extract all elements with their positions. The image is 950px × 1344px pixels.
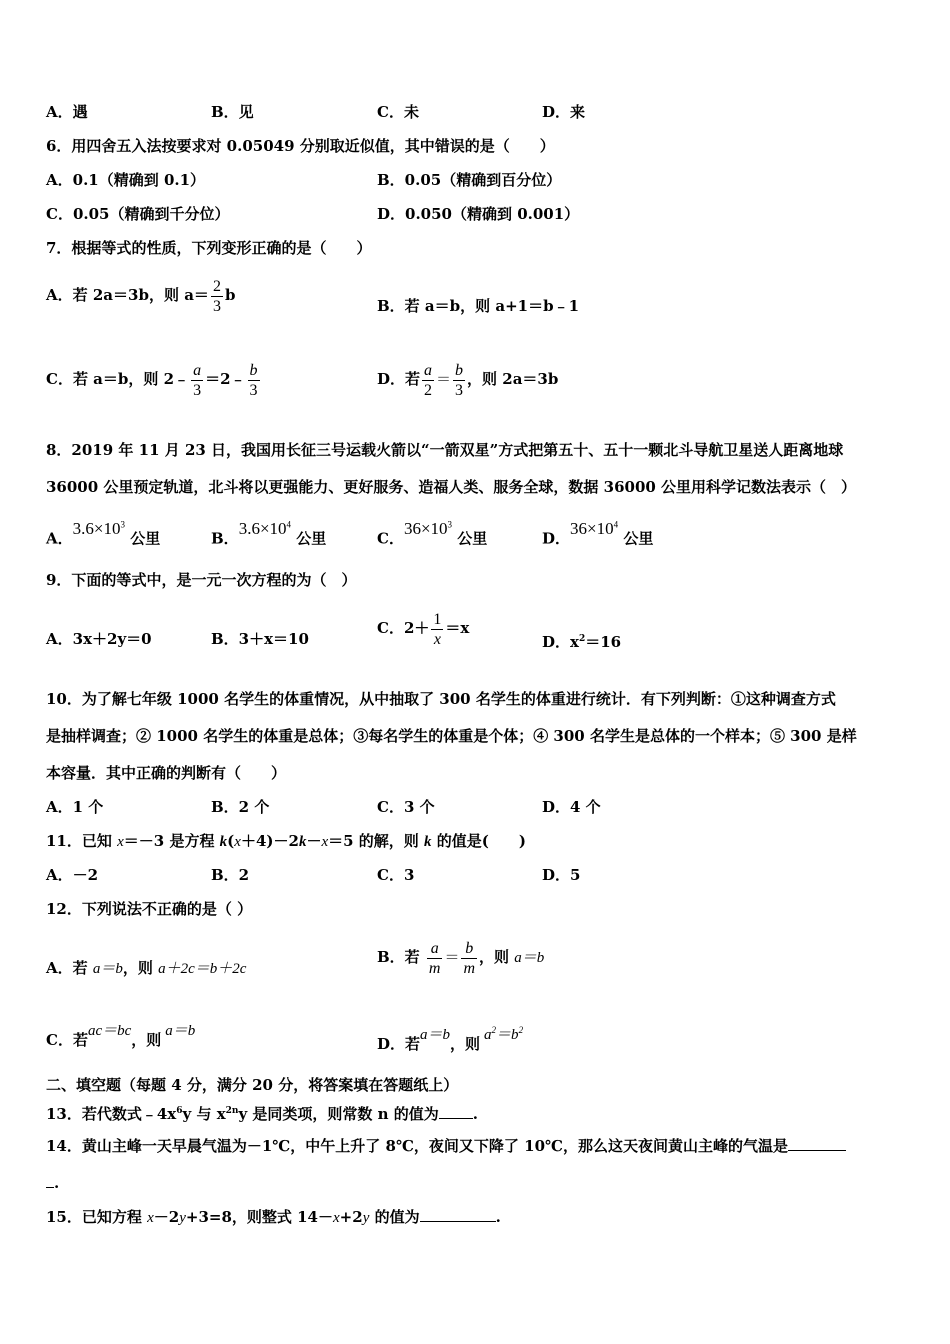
q10-line-3: 本容量．其中正确的判断有（ ） [46, 764, 287, 782]
q7-stem: 7．根据等式的性质，下列变形正确的是（ ） [46, 239, 372, 257]
q6-option-d: D．0.050（精确到 0.001） [377, 205, 580, 223]
q11-option-b: B．2 [211, 866, 250, 884]
q8-option-c: C．$36\times 10^3$ 公里 [377, 518, 488, 548]
q9-option-d: D．$x^2=16$ [542, 633, 622, 651]
q5-option-c: C．未 [377, 103, 419, 121]
q10-option-d: D．4 个 [542, 798, 601, 816]
q12-option-b: B．若 $\frac{a}{m}$ ＝ $\frac{b}{m}$ ，则 a＝b [377, 939, 545, 977]
q7-option-a: A．若 2a＝3b，则 a＝ $\frac{2}{3}$ b [46, 277, 236, 315]
q15-answer-blank[interactable] [420, 1221, 496, 1222]
q9-stem: 9．下面的等式中，是一元一次方程的为（ ） [46, 571, 357, 589]
q9-option-a: A．3x＋2y＝0 [46, 630, 152, 648]
q12-option-a: A．若 a＝b，则 a＋2c＝b＋2c [46, 959, 247, 977]
section-2-heading: 二、填空题（每题 4 分，满分 20 分，将答案填在答题纸上） [46, 1076, 459, 1094]
q7-option-b: B．若 a＝b，则 a+1＝b﹣1 [377, 297, 580, 315]
q13-answer-blank[interactable] [439, 1118, 473, 1119]
q6-stem: 6．用四舍五入法按要求对 0.05049 分别取近似值，其中错误的是（ ） [46, 137, 555, 155]
q5-option-d: D．来 [542, 103, 586, 121]
q8-option-a: A．$3.6\times 10^3$ 公里 [46, 518, 161, 548]
q11-stem: 11．已知 x＝－3 是方程 k(x＋4)－2k－x＝5 的解，则 k 的值是( ) [46, 832, 526, 850]
q14-line-1: 14．黄山主峰一天早晨气温为－1℃，中午上升了 8℃，夜间又下降了 10℃，那么这天夜间黄山主峰的气温是 [46, 1136, 846, 1156]
q5-option-b: B．见 [211, 103, 254, 121]
q7-option-c: C．若 a＝b，则 2﹣ $\frac{a}{3}$ ＝2﹣ $\frac{b}{3}$ [46, 361, 258, 399]
q12-option-d: D．若a＝b，则 $a^2=b^2$ [377, 1025, 524, 1053]
q10-line-1: 10．为了解七年级 1000 名学生的体重情况，从中抽取了 300 名学生的体重进行统计．有下列判断：①这种调查方式 [46, 690, 836, 708]
q11-option-a: A．－2 [46, 866, 99, 884]
q14-answer-blank[interactable] [788, 1150, 846, 1151]
q10-line-2: 是抽样调查；② 1000 名学生的体重是总体；③每名学生的体重是个体；④ 300 名学生是总体的一个样本；⑤ 300 是样 [46, 727, 857, 745]
q14-answer-blank-cont[interactable] [46, 1187, 54, 1188]
q15-stem: 15．已知方程 x－2y+3=8，则整式 14－x+2y 的值为 . [46, 1208, 501, 1226]
q12-stem: 12．下列说法不正确的是（ ） [46, 900, 253, 918]
q8-line-2: 36000 公里预定轨道，北斗将以更强能力、更好服务、造福人类、服务全球，数据 36000 公里用科学记数法表示（ ） [46, 478, 857, 496]
q6-option-c: C．0.05（精确到千分位） [46, 205, 230, 223]
q10-option-b: B．2 个 [211, 798, 270, 816]
q7-option-d: D．若 $\frac{a}{2}$ ＝ $\frac{b}{3}$ ，则 2a＝3b [377, 361, 559, 399]
q6-option-b: B．0.05（精确到百分位） [377, 171, 562, 189]
q8-option-b: B．$3.6\times 10^4$ 公里 [211, 518, 327, 548]
q8-line-1: 8．2019 年 11 月 23 日，我国用长征三号运载火箭以“一箭双星”方式把第五十、五十一颗北斗导航卫星送人距离地球 [46, 441, 844, 459]
q5-option-a: A．遇 [46, 103, 88, 121]
q11-option-c: C．3 [377, 866, 415, 884]
q12-option-c: C．若ac＝bc，则 a＝b [46, 1023, 196, 1049]
q9-option-c: C．2＋ $\frac{1}{x}$ ＝x [377, 610, 470, 648]
q10-option-c: C．3 个 [377, 798, 435, 816]
q8-option-d: D．$36\times 10^4$ 公里 [542, 518, 654, 548]
q10-option-a: A．1 个 [46, 798, 104, 816]
q14-line-2: . [46, 1173, 59, 1193]
q6-option-a: A．0.1（精确到 0.1） [46, 171, 206, 189]
q13-stem: 13．若代数式$﹣4x^6y$ 与 $x^{2n}y$ 是同类项，则常数 n 的值为 . [46, 1105, 478, 1123]
q9-option-b: B．3＋x＝10 [211, 630, 309, 648]
q11-option-d: D．5 [542, 866, 581, 884]
